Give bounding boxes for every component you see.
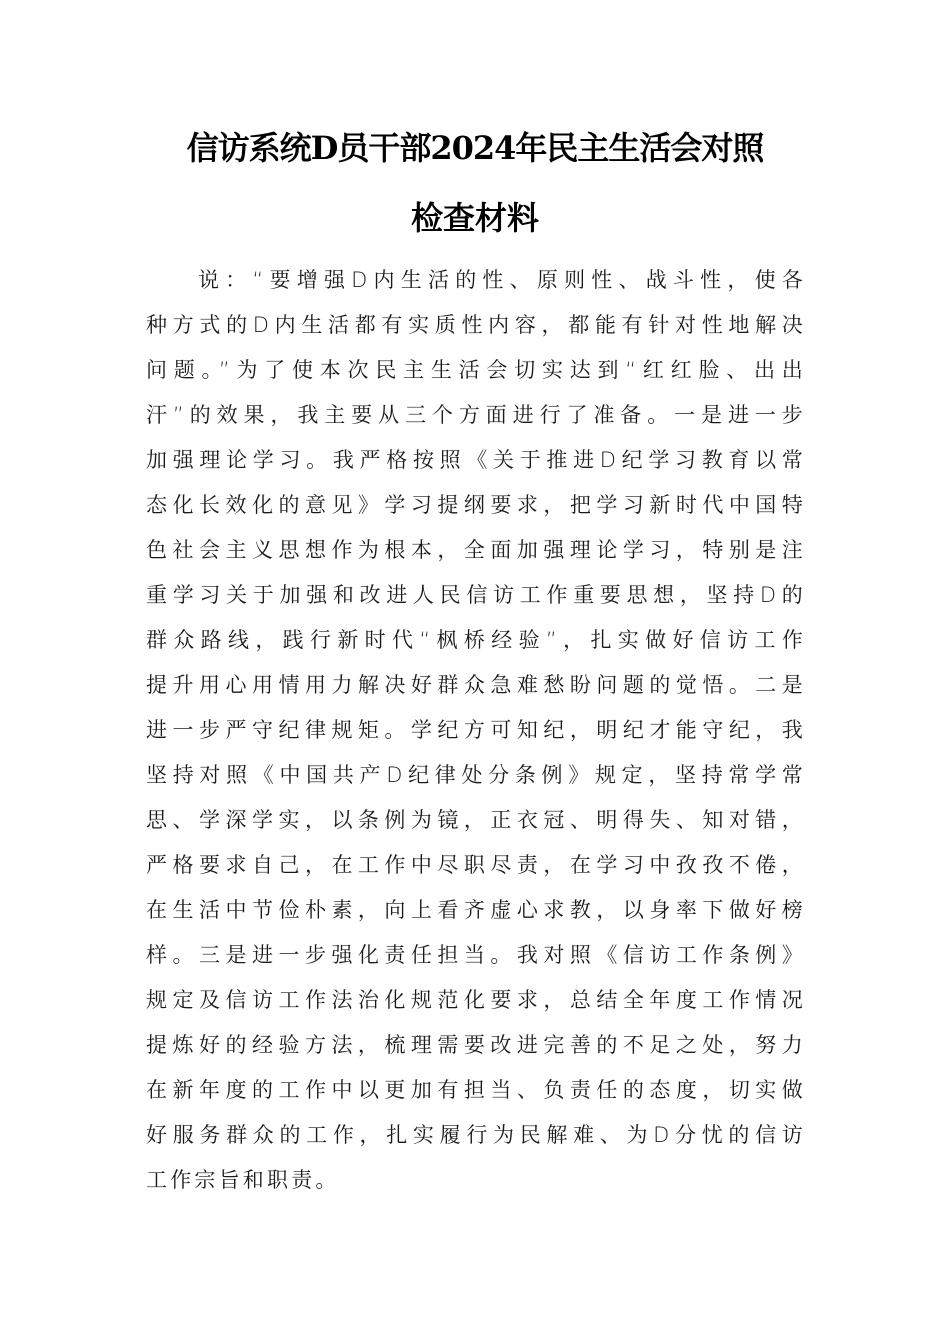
body-line: 在新年度的工作中以更加有担当、负责任的态度，切实做 — [146, 1078, 806, 1102]
body-line: 坚持对照《中国共产D纪律处分条例》规定，坚持常学常 — [146, 763, 806, 787]
body-line: 问题。”为了使本次民主生活会切实达到“红红脸、出出 — [146, 358, 806, 382]
body-line: 态化长效化的意见》学习提纲要求，把学习新时代中国特 — [146, 493, 806, 517]
body-line: 严格要求自己，在工作中尽职尽责，在学习中孜孜不倦， — [146, 853, 806, 877]
body-line: 说：“要增强D内生活的性、原则性、战斗性，使各 — [198, 268, 806, 292]
body-line: 好服务群众的工作，扎实履行为民解难、为D分忧的信访 — [146, 1123, 806, 1147]
body-line: 提炼好的经验方法，梳理需要改进完善的不足之处，努力 — [146, 1033, 806, 1057]
body-line: 色社会主义思想作为根本，全面加强理论学习，特别是注 — [146, 538, 806, 562]
document-body-paragraph — [146, 258, 806, 1203]
body-line: 汗”的效果，我主要从三个方面进行了准备。一是进一步 — [146, 403, 806, 427]
body-line: 加强理论学习。我严格按照《关于推进D纪学习教育以常 — [146, 448, 806, 472]
body-line: 进一步严守纪律规矩。学纪方可知纪，明纪才能守纪，我 — [146, 718, 806, 742]
body-line: 提升用心用情用力解决好群众急难愁盼问题的觉悟。二是 — [146, 673, 806, 697]
body-line: 样。三是进一步强化责任担当。我对照《信访工作条例》 — [146, 943, 806, 967]
body-line: 重学习关于加强和改进人民信访工作重要思想，坚持D的 — [146, 583, 806, 607]
body-line: 规定及信访工作法治化规范化要求，总结全年度工作情况 — [146, 988, 806, 1012]
body-line: 工作宗旨和职责。 — [146, 1168, 340, 1192]
document-title-line-1: 信访系统D员干部2024年民主生活会对照 — [186, 129, 764, 167]
body-line: 种方式的D内生活都有实质性内容，都能有针对性地解决 — [146, 313, 806, 337]
body-line: 在生活中节俭朴素，向上看齐虚心求教，以身率下做好榜 — [146, 898, 806, 922]
body-line: 群众路线，践行新时代“枫桥经验”，扎实做好信访工作 — [146, 628, 806, 652]
body-line: 思、学深学实，以条例为镜，正衣冠、明得失、知对错， — [146, 808, 806, 832]
document-title-line-2: 检查材料 — [410, 199, 539, 237]
